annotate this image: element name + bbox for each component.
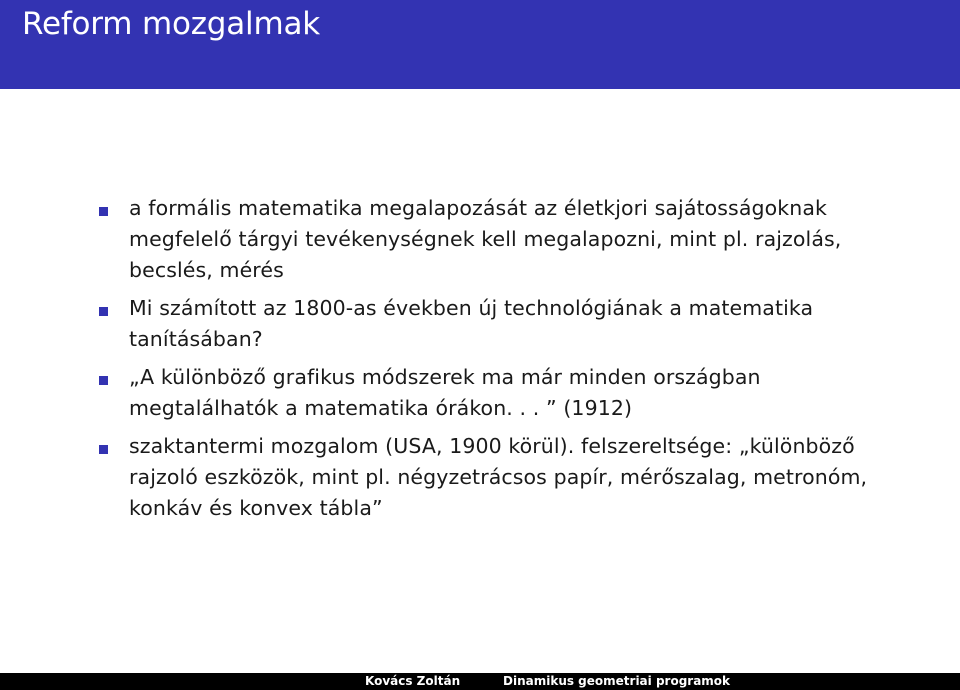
square-bullet-icon (99, 207, 108, 216)
bullet-item (96, 293, 876, 355)
slide-footer (0, 673, 960, 690)
bullet-item (96, 193, 876, 286)
slide-content (96, 193, 876, 531)
square-bullet-icon (99, 307, 108, 316)
slide-header (0, 0, 960, 89)
bullet-item (96, 431, 876, 524)
footer-subject: Dinamikus geometriai programok (503, 674, 731, 688)
bullet-text: „A különböző grafikus módszerek ma már minden országban megtalálhatók a matematika órákon. . . ” (1912) (129, 365, 761, 420)
bullet-text: Mi számított az 1800-as években új technológiának a matematika tanításában? (129, 296, 814, 351)
slide-title: Reform mozgalmak (22, 6, 321, 42)
square-bullet-icon (99, 445, 108, 454)
bullet-text: szaktantermi mozgalom (USA, 1900 körül). felszereltsége: „különböző rajzoló eszközök, mint pl. négyzetrácsos papír, mérőszalag, metronóm, konkáv és konvex tábla” (129, 434, 868, 520)
bullet-list (96, 193, 876, 524)
bullet-text: a formális matematika megalapozását az életkjori sajátosságoknak megfelelő tárgyi tevékenységnek kell megalapozni, mint pl. rajzolás, becslés, mérés (129, 196, 842, 282)
square-bullet-icon (99, 376, 108, 385)
bullet-item (96, 362, 876, 424)
footer-author: Kovács Zoltán (365, 674, 461, 688)
